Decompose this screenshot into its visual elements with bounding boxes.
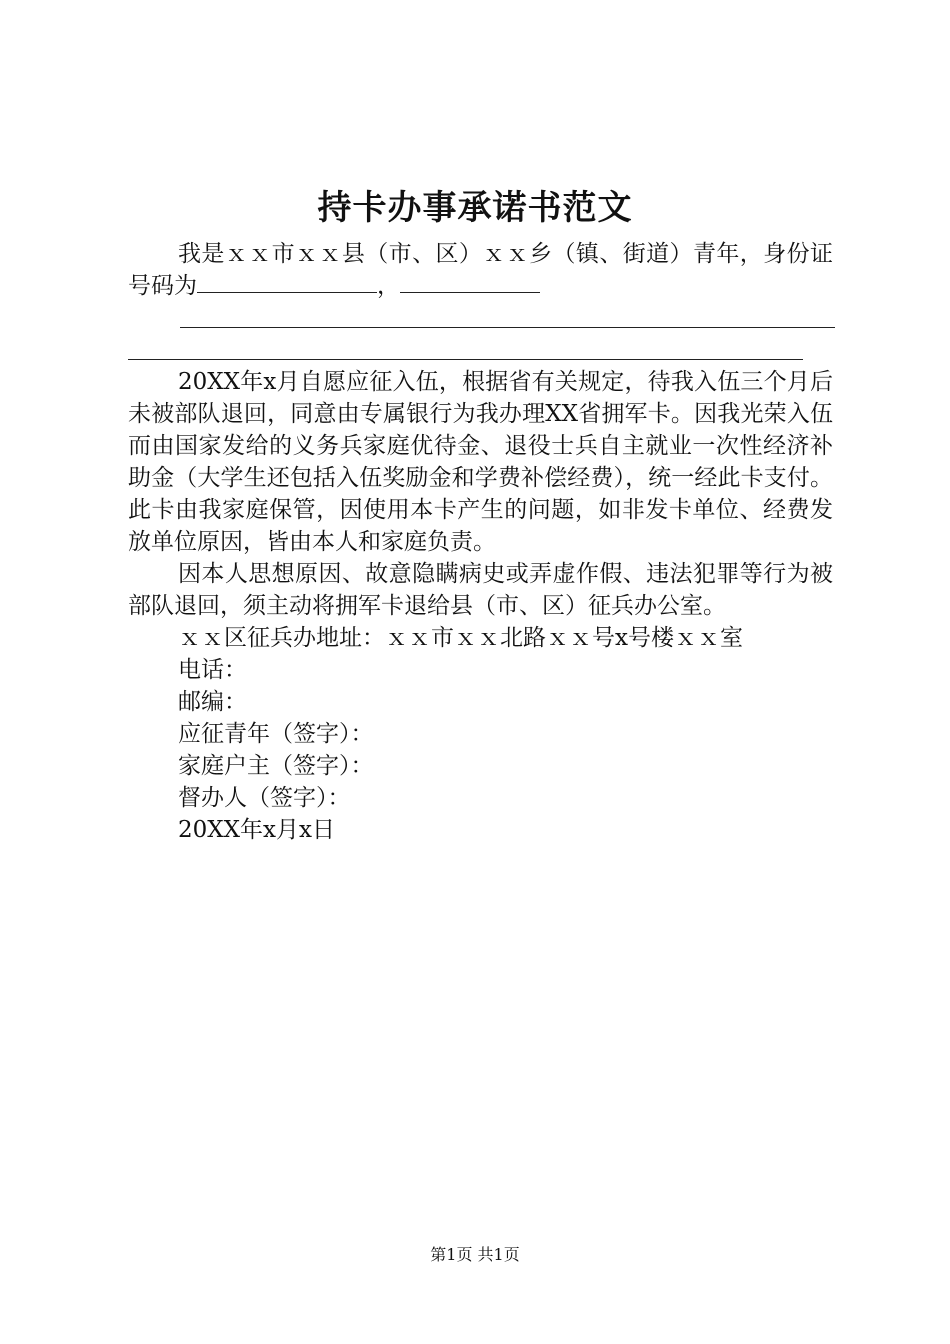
id-number-blank [197,270,377,293]
enlistment-paragraph: 20XX年x月自愿应征入伍，根据省有关规定，待我入伍三个月后未被部队退回，同意由专属银行为我办理XX省拥军卡。因我光荣入伍而由国家发给的义务兵家庭优待金、退役士兵自主就业一次性经济补助金（大学生还包括入伍奖励金和学费补偿经费），统一经此卡支付。此卡由我家庭保管，因使用本卡产生的问题，如非发卡单位、经费发放单位原因，皆由本人和家庭负责。 [128,369,833,555]
office-address: ｘｘ区征兵办地址：ｘｘ市ｘｘ北路ｘｘ号x号楼ｘｘ室 [178,625,743,651]
page-footer: 第1页 共1页 [430,1245,520,1264]
recruit-signature: 应征青年（签字）： [178,721,374,747]
intro-comma: ， [377,273,400,299]
intro-paragraph [128,238,833,302]
intro-text: 我是ｘｘ市ｘｘ县（市、区）ｘｘ乡（镇、街道）青年，身份证号码为 [128,241,833,299]
document-title: 持卡办事承诺书范文 [317,188,633,228]
fill-in-line-2 [128,334,833,366]
household-signature: 家庭户主（签字）： [178,753,374,779]
postcode-label: 邮编： [178,689,247,715]
fill-in-line-1 [128,302,833,334]
document-date: 20XX年x月x日 [178,817,335,843]
return-paragraph: 因本人思想原因、故意隐瞒病史或弄虚作假、违法犯罪等行为被部队退回，须主动将拥军卡退给县（市、区）征兵办公室。 [128,561,833,619]
phone-label: 电话： [178,657,247,683]
extra-blank [400,270,540,293]
document-body [128,238,833,846]
supervisor-signature: 督办人（签字）： [178,785,351,811]
